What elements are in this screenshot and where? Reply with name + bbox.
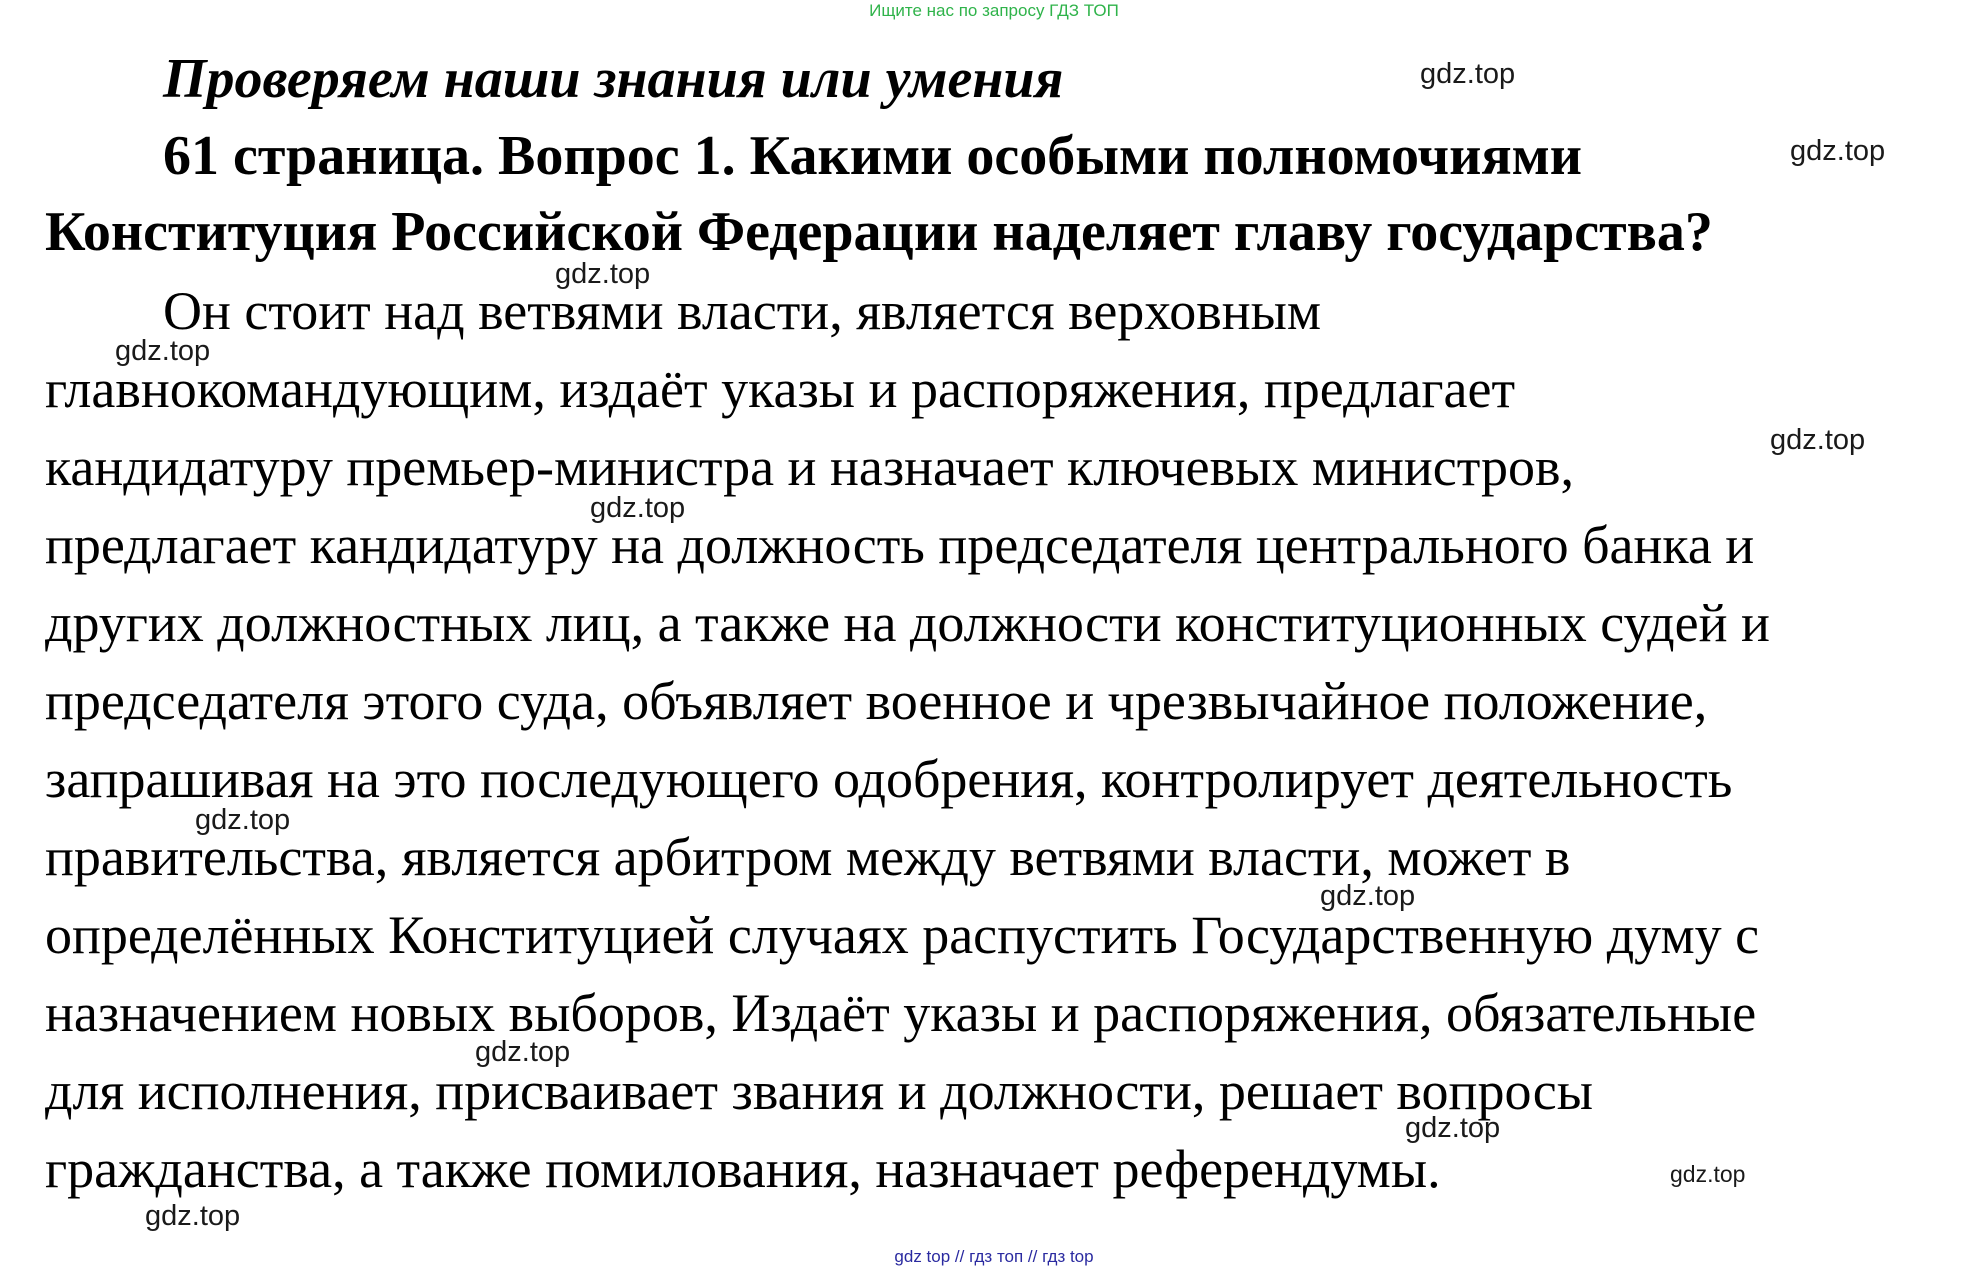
answer-line: для исполнения, присваивает звания и должности, решает вопросы [45,1061,1594,1121]
watermark: gdz.top [145,1200,241,1232]
watermark: gdz.top [1320,880,1416,912]
answer-line: председателя этого суда, объявляет военное и чрезвычайное положение, [45,671,1708,731]
section-title: Проверяем наши знания или умения [163,48,1064,110]
top-banner: Ищите нас по запросу ГДЗ ТОП [869,1,1119,20]
answer-line: других должностных лиц, а также на должности конституционных судей и [45,593,1770,653]
answer-line: кандидатуру премьер-министра и назначает ключевых министров, [45,437,1575,497]
watermark: gdz.top [115,335,211,367]
watermark: gdz.top [1405,1112,1501,1144]
question-line-1: 61 страница. Вопрос 1. Какими особыми полномочиями [163,125,1583,187]
watermark: gdz.top [1420,58,1516,90]
answer-line: гражданства, а также помилования, назначает референдумы. [45,1139,1441,1199]
answer-line: предлагает кандидатуру на должность председателя центрального банка и [45,515,1755,575]
watermark: gdz.top [590,492,686,524]
watermark: gdz.top [1770,424,1866,456]
watermark: gdz.top [1790,135,1886,167]
question-line-2: Конституция Российской Федерации наделяет главу государства? [45,201,1713,263]
answer-line: определённых Конституцией случаях распустить Государственную думу с [45,905,1760,965]
watermark: gdz.top [555,258,651,290]
answer-line: запрашивая на это последующего одобрения, контролирует деятельность [45,749,1733,809]
watermark: gdz.top [195,804,291,836]
answer-line: назначением новых выборов, Издаёт указы и распоряжения, обязательные [45,983,1757,1043]
answer-line: Он стоит над ветвями власти, является верховным [163,281,1322,341]
answer-line: правительства, является арбитром между ветвями власти, может в [45,827,1571,887]
watermark: gdz.top [475,1036,571,1068]
answer-line: главнокомандующим, издаёт указы и распоряжения, предлагает [45,359,1516,419]
watermark: gdz.top [1670,1161,1746,1187]
footer: gdz top // гдз топ // гдз top [894,1247,1094,1266]
